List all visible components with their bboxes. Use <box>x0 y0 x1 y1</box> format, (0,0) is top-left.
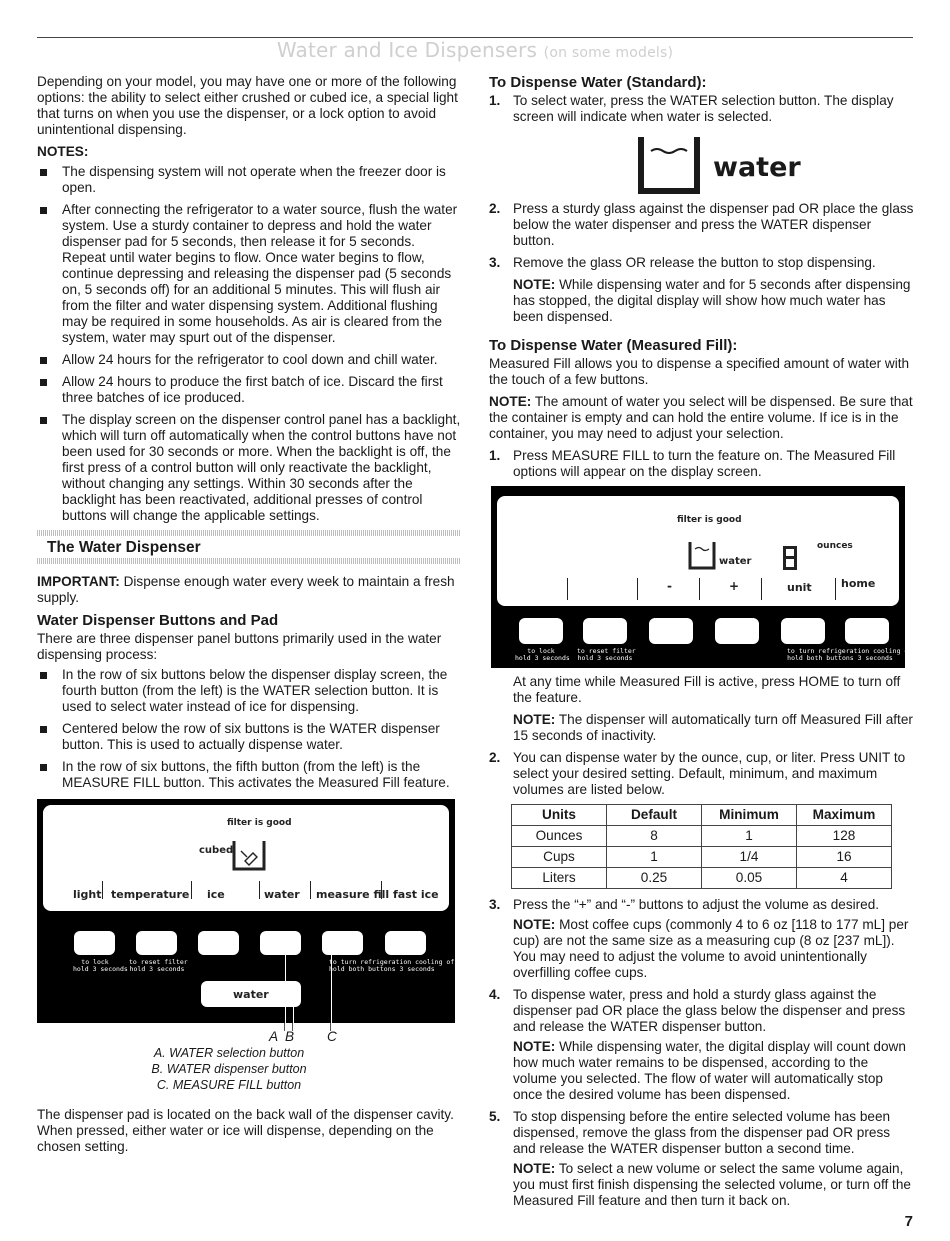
reset-hint-line1: to reset filter <box>129 958 188 966</box>
inactivity-note <box>513 712 914 744</box>
step-number: 1. <box>489 93 501 108</box>
page-number: 7 <box>904 1213 913 1230</box>
step-text: To select water, press the WATER selection button. The display screen will indicate when water is selected. <box>513 93 894 124</box>
light-label: light <box>73 888 102 901</box>
volume-table <box>511 804 892 889</box>
separator <box>567 578 568 600</box>
page-title-text: Water and Ice Dispensers <box>276 38 538 62</box>
buttons-intro: There are three dispenser panel buttons primarily used in the water dispensing process: <box>37 631 442 662</box>
separator <box>835 578 836 600</box>
cooling-hint-line1: to turn refrigeration cooling off <box>787 647 917 655</box>
step-text: To dispense water, press and hold a sturdy glass against the dispenser pad OR place the glass below the dispenser and press and release the WATER dispenser button. <box>513 987 906 1034</box>
measured-note <box>489 394 914 442</box>
reset-filter-button[interactable] <box>583 618 627 644</box>
caption-a: A. WATER selection button <box>153 1046 305 1060</box>
reset-filter-hint <box>577 647 636 662</box>
table-cell: 8 <box>607 826 702 847</box>
measured-fill-panel-figure <box>491 486 917 668</box>
reset-hint-line2: hold 3 seconds <box>129 965 185 973</box>
fast-ice-button[interactable] <box>385 931 426 955</box>
water-label: water <box>719 556 752 567</box>
water-selection-button[interactable] <box>260 931 301 955</box>
note-label: NOTE: <box>513 917 556 932</box>
reset-hint-line1: to reset filter <box>577 647 636 655</box>
cooling-hint-line2: hold both buttons 3 seconds <box>329 965 435 973</box>
step-number: 5. <box>489 1109 501 1124</box>
note-text: The amount of water you select will be dispensed. Be sure that the container is empty and can hold the entire volume. If ice is in the container, you may need to adjust your selection. <box>489 394 913 441</box>
measured-heading: To Dispense Water (Measured Fill): <box>489 337 738 354</box>
light-button[interactable] <box>74 931 115 955</box>
minus-label: - <box>667 579 672 593</box>
home-button[interactable] <box>845 618 889 644</box>
note-label: NOTE: <box>513 1039 556 1054</box>
unit-label: unit <box>787 581 812 594</box>
step-text: Remove the glass OR release the button to stop dispensing. <box>513 255 876 270</box>
step-number: 2. <box>489 750 501 765</box>
fast-ice-label: fast ice <box>393 888 439 901</box>
separator <box>191 881 192 899</box>
important-paragraph <box>37 574 461 606</box>
step-text: Press MEASURE FILL to turn the feature on. The Measured Fill options will appear on the display screen. <box>513 448 896 479</box>
table-cell: Cups <box>512 847 607 868</box>
plus-label: + <box>729 579 740 593</box>
step-item <box>489 750 914 798</box>
note-item: The dispensing system will not operate when the freezer door is open. <box>37 164 461 196</box>
step-text: Press the “+” and “-” buttons to adjust the volume as desired. <box>513 897 880 912</box>
control-panel-figure <box>37 799 459 1023</box>
temperature-label: temperature <box>111 888 190 901</box>
button-item: Centered below the row of six buttons is the WATER dispenser button. This is used to actually dispense water. <box>37 721 461 753</box>
note-text: While dispensing water, the digital display will count down how much water remains to be dispensed, according to the volume you selected. The flow of water will automatically stop once the desired volume has been dispensed. <box>513 1039 906 1102</box>
table-cell: Liters <box>512 868 607 889</box>
measure-fill-button[interactable] <box>322 931 363 955</box>
water-indicator-label: water <box>713 152 801 183</box>
table-cell: 16 <box>797 847 892 868</box>
home-paragraph: At any time while Measured Fill is active, press HOME to turn off the feature. <box>513 674 901 705</box>
cubed-ice-icon <box>231 839 267 873</box>
buttons-heading: Water Dispenser Buttons and Pad <box>37 612 279 629</box>
cooling-off-hint <box>787 647 917 662</box>
filter-status: filter is good <box>227 818 292 828</box>
standard-note <box>513 277 914 325</box>
table-header: Units <box>512 805 607 826</box>
table-cell: 1 <box>607 847 702 868</box>
callout-line-a <box>285 939 286 1029</box>
section-title: The Water Dispenser <box>47 539 201 556</box>
button-item: In the row of six buttons, the fifth button (from the left) is the MEASURE FILL button. This activates the Measured Fill feature. <box>37 759 461 791</box>
table-cell: Ounces <box>512 826 607 847</box>
standard-heading: To Dispense Water (Standard): <box>489 74 707 91</box>
measured-step-1 <box>489 448 914 480</box>
water-label: water <box>264 888 300 901</box>
step-item <box>489 93 914 125</box>
table-row <box>512 868 892 889</box>
measured-step-2 <box>489 750 914 798</box>
step-note <box>513 917 914 981</box>
callout-line-c <box>331 939 332 1029</box>
temperature-button[interactable] <box>136 931 177 955</box>
measure-fill-label: measure fill <box>316 888 390 901</box>
measured-steps-3-5 <box>489 897 914 1209</box>
step-item <box>489 987 914 1103</box>
lock-hint-line1: to lock <box>527 647 555 655</box>
lock-hint-line2: hold 3 seconds <box>73 965 128 973</box>
measured-intro: Measured Fill allows you to dispense a specified amount of water with the touch of a few buttons. <box>489 356 910 387</box>
note-text: To select a new volume or select the same volume again, you must first finish dispensing the selected volume, or turn off the Measured Fill feature and then turn it back on. <box>513 1161 911 1208</box>
page-title-suffix: (on some models) <box>543 45 674 61</box>
lock-hint-line2: hold 3 seconds <box>515 654 570 662</box>
table-row <box>512 847 892 868</box>
reset-hint-line2: hold 3 seconds <box>577 654 633 662</box>
cooling-hint-line2: hold both buttons 3 seconds <box>787 654 893 662</box>
table-cell: 1/4 <box>702 847 797 868</box>
cubed-label: cubed <box>199 845 234 856</box>
ice-label: ice <box>207 888 225 901</box>
step-text: Press a sturdy glass against the dispenser pad OR place the glass below the water dispenser and press the WATER dispenser button. <box>513 201 914 248</box>
note-item: Allow 24 hours for the refrigerator to cool down and chill water. <box>37 352 461 368</box>
separator <box>259 881 260 899</box>
table-cell: 1 <box>702 826 797 847</box>
separator <box>310 881 311 899</box>
step-text: To stop dispensing before the entire selected volume has been dispensed, remove the glass from the dispenser pad OR press and release the WATER dispenser button a second time. <box>513 1109 891 1156</box>
left-column <box>37 74 461 1161</box>
separator <box>761 578 762 600</box>
digit-display <box>783 546 797 570</box>
table-cell: 0.25 <box>607 868 702 889</box>
unit-button[interactable] <box>781 618 825 644</box>
step-note <box>513 1161 914 1209</box>
right-column <box>489 74 917 1215</box>
lock-button[interactable] <box>519 618 563 644</box>
caption-c: C. MEASURE FILL button <box>156 1078 302 1092</box>
note-text: While dispensing water and for 5 seconds after dispensing has stopped, the digital display will show how much water has been dispensed. <box>513 277 911 324</box>
table-cell: 4 <box>797 868 892 889</box>
minus-button[interactable] <box>649 618 693 644</box>
table-header: Maximum <box>797 805 892 826</box>
table-header-row <box>512 805 892 826</box>
callout-lines-below <box>37 1023 461 1045</box>
lock-hint <box>515 647 570 662</box>
table-cell: 128 <box>797 826 892 847</box>
notes-heading: NOTES: <box>37 144 89 159</box>
note-label: NOTE: <box>513 1161 556 1176</box>
step-number: 4. <box>489 987 501 1002</box>
table-header: Default <box>607 805 702 826</box>
separator <box>699 578 700 600</box>
step-number: 3. <box>489 897 501 912</box>
page-title <box>0 38 950 62</box>
standard-steps-cont <box>489 201 914 325</box>
cooling-hint-line1: to turn refrigeration cooling off <box>329 958 459 966</box>
button-item: In the row of six buttons below the dispenser display screen, the fourth button (from the left) is the WATER selection button. It is used to select water instead of ice for dispensing. <box>37 667 461 715</box>
important-label: IMPORTANT: <box>37 574 120 589</box>
step-number: 1. <box>489 448 501 463</box>
lock-hint-line1: to lock <box>81 958 109 966</box>
caption-b: B. WATER dispenser button <box>151 1062 307 1076</box>
notes-list <box>37 164 461 524</box>
note-label: NOTE: <box>513 712 556 727</box>
ounces-label: ounces <box>817 541 853 551</box>
intro-paragraph: Depending on your model, you may have one or more of the following options: the ability to select either crushed or cubed ice, a special light that turns on when you use the dispenser, or a lock option to avoid unintentional dispensing. <box>37 74 458 137</box>
table-header: Minimum <box>702 805 797 826</box>
note-text: Most coffee cups (commonly 4 to 6 oz [118 to 177 mL] per cup) are not the same size as a measuring cup (8 oz [237 mL]). You may need to adjust the volume to avoid unintentionally overfilling coffee cups. <box>513 917 909 980</box>
callout-b: B <box>285 1029 295 1044</box>
standard-steps <box>489 93 914 125</box>
table-row <box>512 826 892 847</box>
callout-c: C <box>327 1029 337 1044</box>
home-label: home <box>841 577 876 590</box>
ice-button[interactable] <box>198 931 239 955</box>
step-item <box>489 897 914 981</box>
lock-hint <box>73 958 128 973</box>
table-cell: 0.05 <box>702 868 797 889</box>
section-rule-bottom <box>37 558 461 564</box>
step-item <box>489 255 914 325</box>
note-item: The display screen on the dispenser control panel has a backlight, which will turn off automatically when the control buttons have not been used for 30 seconds or more. When the backlight is off, the first press of a control button will only reactivate the backlight, without changing any settings. Within 30 seconds after the backlight has been reactivated, additional presses of control buttons will change the applicable settings. <box>37 412 461 524</box>
reset-filter-hint <box>129 958 188 973</box>
note-item: Allow 24 hours to produce the first batch of ice. Discard the first three batches of ice produced. <box>37 374 461 406</box>
after-figure-block <box>489 674 914 744</box>
buttons-list <box>37 667 461 791</box>
water-dispenser-label: water <box>233 988 269 1001</box>
step-number: 3. <box>489 255 501 270</box>
cooling-off-hint <box>329 958 459 973</box>
filter-status: filter is good <box>677 515 742 525</box>
step-text: You can dispense water by the ounce, cup, or liter. Press UNIT to select your desired setting. Default, minimum, and maximum volumes are listed below. <box>513 750 906 797</box>
callout-a: A <box>269 1029 279 1044</box>
digit-segment <box>786 556 794 559</box>
step-item <box>489 201 914 249</box>
separator <box>637 578 638 600</box>
step-number: 2. <box>489 201 501 216</box>
step-item <box>489 448 914 480</box>
step-note <box>513 1039 914 1103</box>
note-label: NOTE: <box>489 394 532 409</box>
note-label: NOTE: <box>513 277 556 292</box>
figure-caption <box>0 1045 461 1093</box>
section-rule-top <box>37 530 461 536</box>
water-glass-icon <box>687 540 717 572</box>
step-item <box>489 1109 914 1209</box>
note-text: The dispenser will automatically turn off Measured Fill after 15 seconds of inactivity. <box>513 712 913 743</box>
water-indicator <box>489 131 914 201</box>
plus-button[interactable] <box>715 618 759 644</box>
water-glass-icon <box>637 135 701 197</box>
note-item: After connecting the refrigerator to a water source, flush the water system. Use a sturdy container to depress and hold the water dispenser pad for 5 seconds, then release it for 5 seconds. Repeat until water begins to flow. Once water begins to flow, continue depressing and releasing the dispenser pad (5 seconds on, 5 seconds off) for an additional 5 minutes. This will flush air from the filter and water dispensing system. Additional flushing may be required in some households. As air is cleared from the system, water may spurt out of the dispenser. <box>37 202 461 346</box>
separator <box>102 881 103 899</box>
important-text: Dispense enough water every week to maintain a fresh supply. <box>37 574 455 605</box>
closing-paragraph: The dispenser pad is located on the back wall of the dispenser cavity. When pressed, either water or ice will dispense, depending on the chosen setting. <box>37 1107 454 1154</box>
